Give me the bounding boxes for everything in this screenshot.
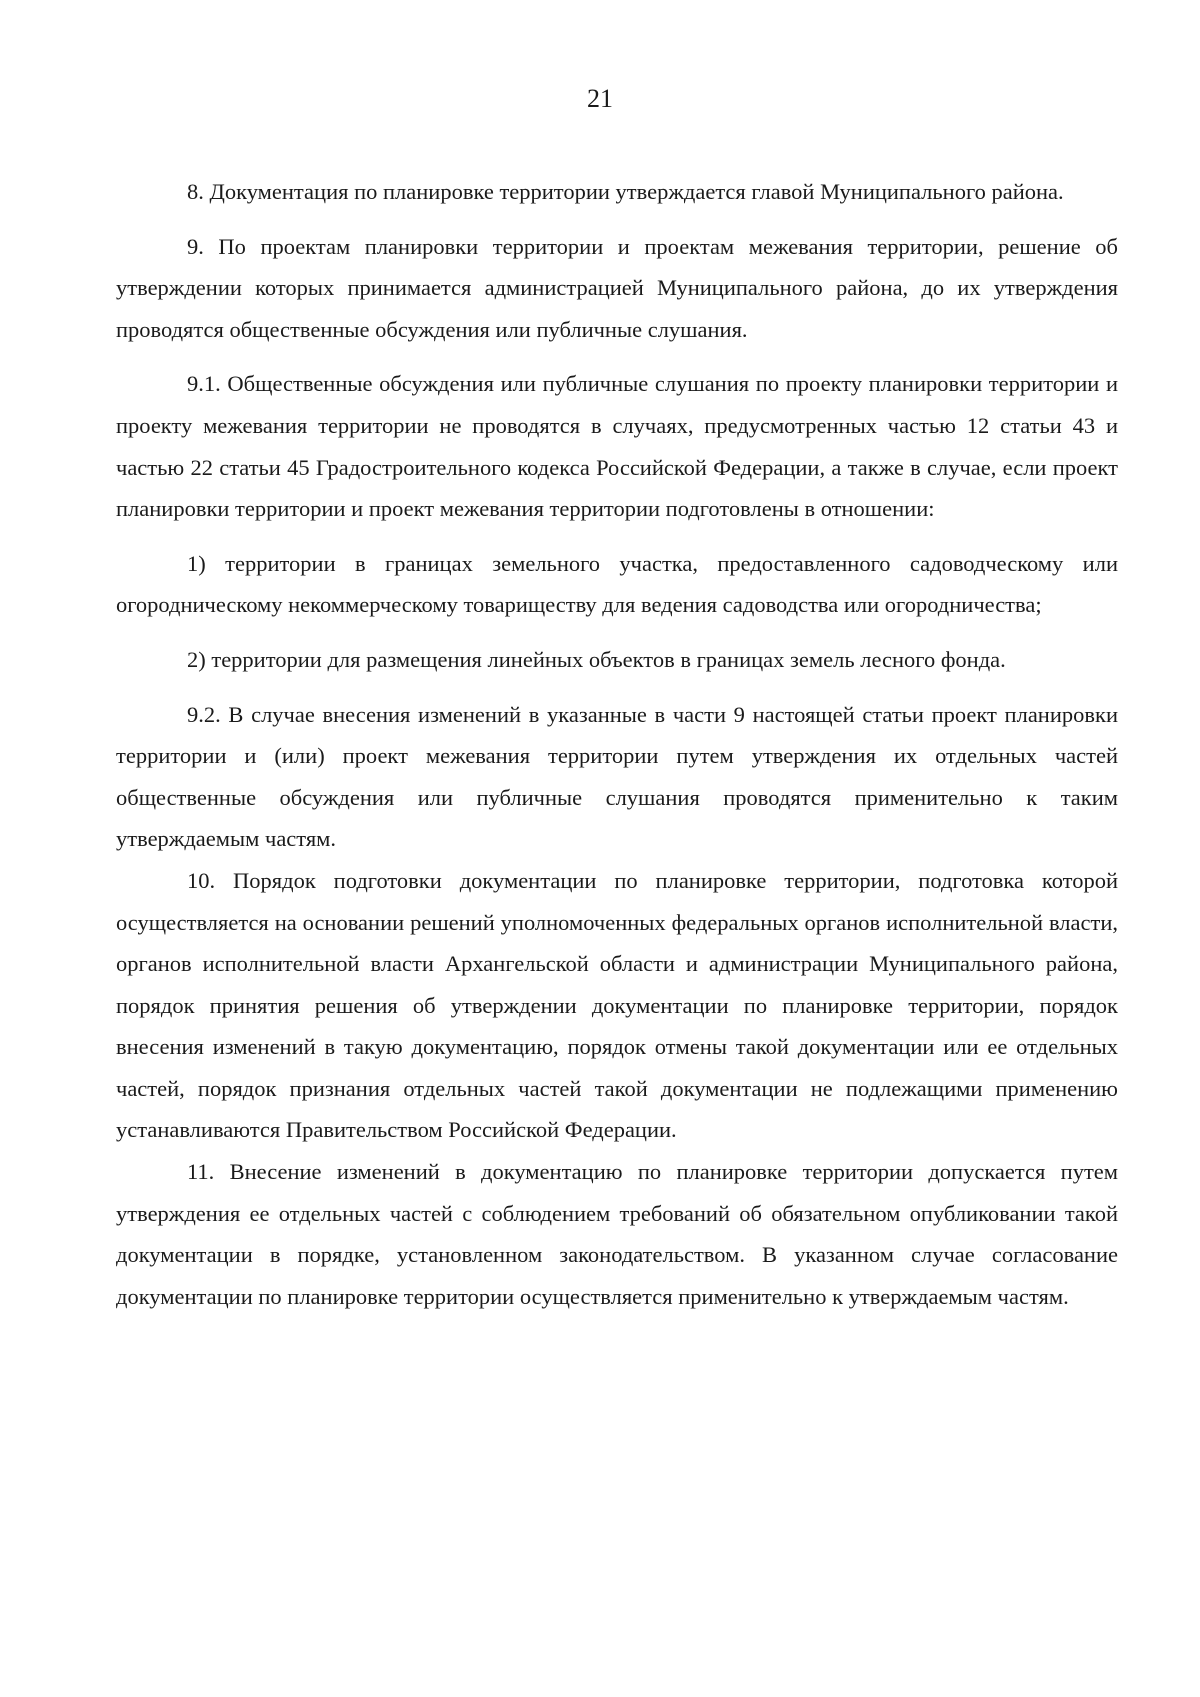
paragraph-9-1: 9.1. Общественные обсуждения или публичные слушания по проекту планировки территории и проекту межевания территории не проводятся в случаях, предусмотренных частью 12 статьи 43 и частью 22 статьи 45 Градостроительного кодекса Российской Федерации, а также в случае, если проект планировки территории и проект межевания территории подготовлены в отношении: bbox=[116, 371, 1118, 522]
page-number: 21 bbox=[587, 84, 613, 113]
list-item-1: 1) территории в границах земельного участка, предоставленного садоводческому или огородническому некоммерческому товариществу для ведения садоводства или огородничества; bbox=[116, 550, 1118, 618]
list-item-2: 2) территории для размещения линейных объектов в границах земель лесного фонда. bbox=[187, 646, 1006, 672]
paragraph-9: 9. По проектам планировки территории и проектам межевания территории, решение об утверждении которых принимается администрацией Муниципального района, до их утверждения проводятся общественные обсуждения или публичные слушания. bbox=[116, 233, 1118, 342]
document-body bbox=[116, 171, 1118, 1317]
paragraph-9-2: 9.2. В случае внесения изменений в указанные в части 9 настоящей статьи проект планировки территории и (или) проект межевания территории путем утверждения их отдельных частей общественные обсуждения или публичные слушания проводятся применительно к таким утверждаемым частям. bbox=[116, 701, 1118, 852]
paragraph-8: 8. Документация по планировке территории утверждается главой Муниципального района. bbox=[187, 179, 1064, 204]
paragraph-10: 10. Порядок подготовки документации по планировке территории, подготовка которой осуществляется на основании решений уполномоченных федеральных органов исполнительной власти, органов исполнительной власти Архангельской области и администрации Муниципального района, порядок принятия решения об утверждении документации по планировке территории, порядок внесения изменений в такую документацию, порядок отмены такой документации или ее отдельных частей, порядок признания отдельных частей такой документации не подлежащими применению устанавливаются Правительством Российской Федерации. bbox=[116, 867, 1118, 1143]
paragraph-11: 11. Внесение изменений в документацию по планировке территории допускается путем утверждения ее отдельных частей с соблюдением требований об обязательном опубликовании такой документации в порядке, установленном законодательством. В указанном случае согласование документации по планировке территории осуществляется применительно к утверждаемым частям. bbox=[116, 1159, 1118, 1309]
